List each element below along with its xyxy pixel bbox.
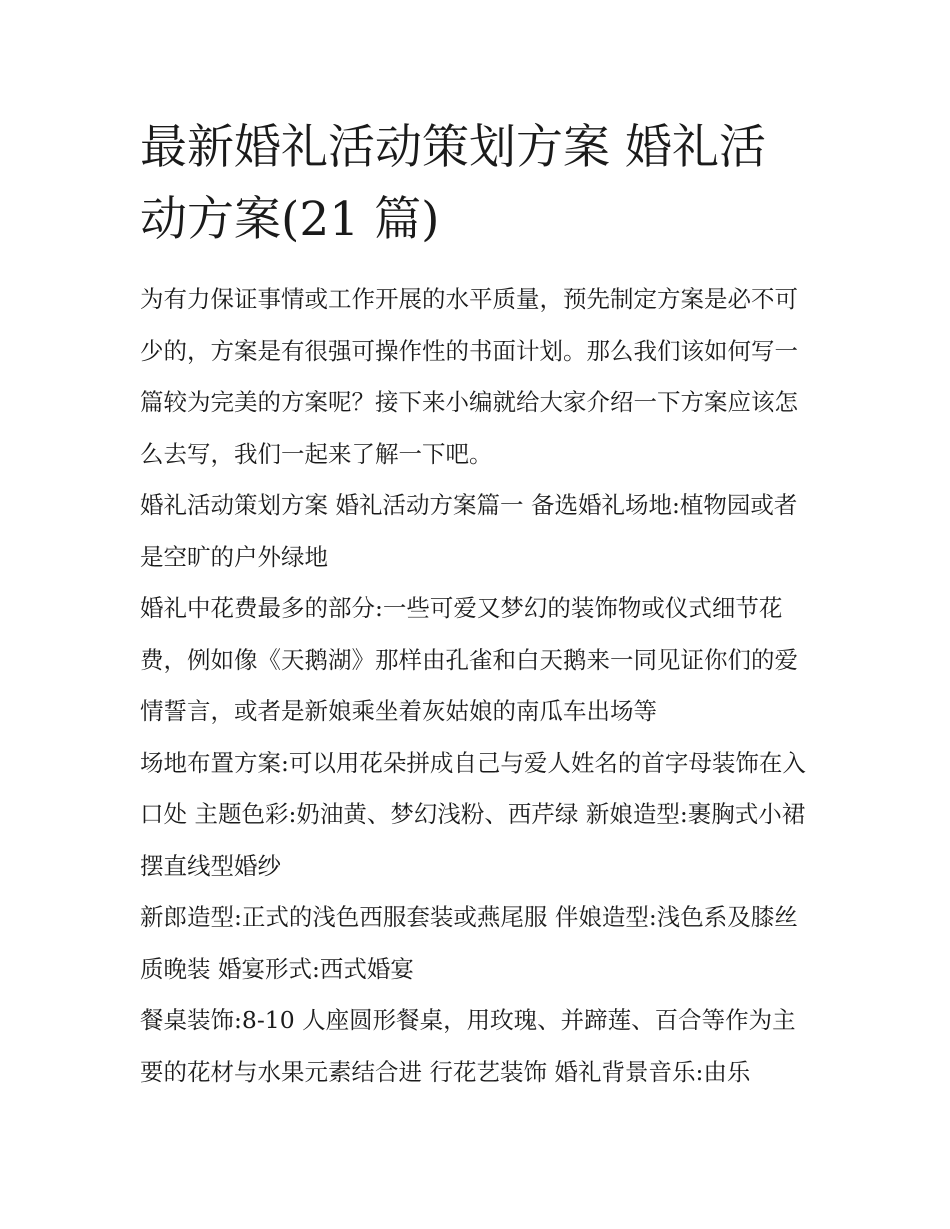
paragraph-costs: 婚礼中花费最多的部分:一些可爱又梦幻的装饰物或仪式细节花费，例如像《天鹅湖》那样由孔雀和白天鹅来一同见证你们的爱情誓言，或者是新娘乘坐着灰姑娘的南瓜车出场等 xyxy=(140,594,798,725)
paragraph-intro: 为有力保证事情或工作开展的水平质量，预先制定方案是必不可少的，方案是有很强可操作性的书面计划。那么我们该如何写一篇较为完美的方案呢？接下来小编就给大家介绍一下方案应该怎么去写，我们一起来了解一下吧。 xyxy=(140,285,798,468)
document-title: 最新婚礼活动策划方案 婚礼活动方案(21 篇) xyxy=(140,120,766,247)
paragraph-tables: 餐桌装饰:8-10 人座圆形餐桌，用玫瑰、并蹄莲、百合等作为主要的花材与水果元素结合进 行花艺装饰 婚礼背景音乐:由乐 xyxy=(140,1006,796,1086)
paragraph-venue: 婚礼活动策划方案 婚礼活动方案篇一 备选婚礼场地:植物园或者是空旷的户外绿地 xyxy=(140,491,798,571)
paragraph-decoration: 场地布置方案:可以用花朵拼成自己与爱人姓名的首字母装饰在入口处 主题色彩:奶油黄、梦幻浅粉、西芹绿 新娘造型:裹胸式小裙摆直线型婚纱 xyxy=(140,748,806,880)
paragraph-attire: 新郎造型:正式的浅色西服套装或燕尾服 伴娘造型:浅色系及膝丝质晚装 婚宴形式:西式婚宴 xyxy=(140,903,798,983)
document-page xyxy=(140,112,812,1098)
document-body xyxy=(140,274,812,1098)
